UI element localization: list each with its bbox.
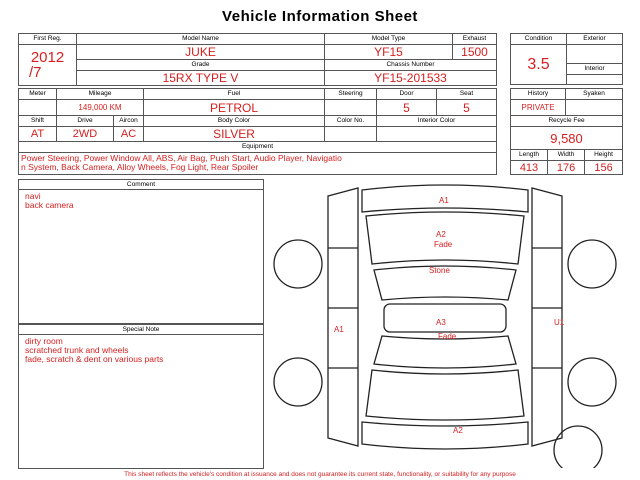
- special-note-box: [18, 324, 264, 469]
- interior-color-label: Interior Color: [377, 116, 497, 127]
- damage-trunk-note: Fade: [438, 332, 457, 341]
- comment-box: [18, 179, 264, 324]
- damage-right-side: U1: [554, 318, 565, 327]
- mileage-label: Mileage: [57, 89, 144, 100]
- door-label: Door: [377, 89, 437, 100]
- condition-table: [510, 33, 623, 85]
- model-name-label: Model Name: [77, 34, 325, 45]
- shift-label: Shift: [19, 116, 57, 127]
- comment-label: Comment: [19, 180, 263, 190]
- drive-value: 2WD: [57, 127, 114, 142]
- interior-value: [567, 75, 623, 85]
- fuel-value: PETROL: [144, 100, 325, 116]
- comment-text: navi back camera: [25, 191, 74, 210]
- width-label: Width: [548, 150, 585, 161]
- chassis-value: YF15-201533: [325, 71, 497, 86]
- condition-label: Condition: [511, 34, 567, 45]
- grade-value: 15RX TYPE V: [77, 71, 325, 86]
- aircon-label: Aircon: [114, 116, 144, 127]
- left-side-panel: [328, 188, 358, 446]
- seat-value: 5: [437, 100, 497, 116]
- recycle-label: Recycle Fee: [511, 116, 623, 127]
- damage-left-side: A1: [334, 325, 344, 334]
- equipment-line-2: n System, Back Camera, Alloy Wheels, Fog Light, Rear Spoiler: [21, 162, 259, 172]
- history-label: History: [511, 89, 566, 100]
- damage-front: A1: [439, 196, 449, 205]
- condition-value: 3.5: [511, 45, 567, 85]
- height-value: 156: [585, 161, 623, 175]
- body-color-value: SILVER: [144, 127, 325, 142]
- recycle-value: 9,580: [511, 127, 623, 150]
- door-value: 5: [377, 100, 437, 116]
- special-note-label: Special Note: [19, 325, 263, 335]
- exterior-value: [567, 45, 623, 64]
- wheel-rear-left: [274, 358, 322, 406]
- interior-label: Interior: [567, 64, 623, 75]
- mileage-value: 149,000 KM: [57, 100, 144, 116]
- body-color-label: Body Color: [144, 116, 325, 127]
- syaken-value: [566, 100, 623, 116]
- meter-label: Meter: [19, 89, 57, 100]
- exhaust-label: Exhaust: [453, 34, 497, 45]
- wheel-front-right: [568, 240, 616, 288]
- first-reg-value: [19, 45, 77, 86]
- damage-trunk-code: A3: [436, 318, 446, 327]
- equipment-value: [19, 153, 497, 175]
- special-note-text: dirty room scratched trunk and wheels fade, scratch & dent on various parts: [25, 336, 164, 364]
- header-table: [18, 33, 497, 86]
- syaken-label: Syaken: [566, 89, 623, 100]
- chassis-label: Chassis Number: [325, 60, 497, 71]
- equipment-line-1: Power Steering, Power Window All, ABS, Air Bag, Push Start, Audio Player, Navigatio: [21, 153, 342, 163]
- disclaimer-footer: This sheet reflects the vehicle's condition at issuance and does not guarantee its current state, functionality, or suitability for any purpose: [124, 471, 516, 478]
- wheel-rear-right: [568, 358, 616, 406]
- color-no-value: [325, 127, 377, 142]
- steering-label: Steering: [325, 89, 377, 100]
- wheel-front-left: [274, 240, 322, 288]
- spare-wheel: [554, 426, 602, 468]
- width-value: 176: [548, 161, 585, 175]
- model-name: JUKE: [77, 45, 325, 60]
- shift-value: AT: [19, 127, 57, 142]
- height-label: Height: [585, 150, 623, 161]
- color-no-label: Color No.: [325, 116, 377, 127]
- damage-hood-note: Fade: [434, 240, 453, 249]
- grade-label: Grade: [77, 60, 325, 71]
- interior-color-value: [377, 127, 497, 142]
- length-value: 413: [511, 161, 548, 175]
- exterior-label: Exterior: [567, 34, 623, 45]
- first-reg-year: 2012: [30, 49, 65, 66]
- seat-label: Seat: [437, 89, 497, 100]
- exhaust-value: 1500: [453, 45, 497, 60]
- model-type-label: Model Type: [325, 34, 453, 45]
- length-label: Length: [511, 150, 548, 161]
- steering-value: [325, 100, 377, 116]
- trunk: [366, 370, 524, 420]
- fuel-label: Fuel: [144, 89, 325, 100]
- page-title: Vehicle Information Sheet: [222, 8, 418, 25]
- equipment-label: Equipment: [19, 142, 497, 153]
- history-table: [510, 88, 623, 175]
- spec-table: [18, 88, 497, 175]
- model-type: YF15: [325, 45, 453, 60]
- damage-rear: A2: [453, 426, 463, 435]
- first-reg-month: /7: [29, 64, 42, 81]
- history-value: PRIVATE: [511, 100, 566, 116]
- right-side-panel: [532, 188, 565, 446]
- drive-label: Drive: [57, 116, 114, 127]
- damage-hood-code: A2: [436, 230, 446, 239]
- rear-bumper: [362, 422, 528, 449]
- damage-roof: Stone: [429, 266, 450, 275]
- aircon-value: AC: [114, 127, 144, 142]
- first-reg-label: First Reg.: [19, 34, 77, 45]
- meter-value: [19, 100, 57, 116]
